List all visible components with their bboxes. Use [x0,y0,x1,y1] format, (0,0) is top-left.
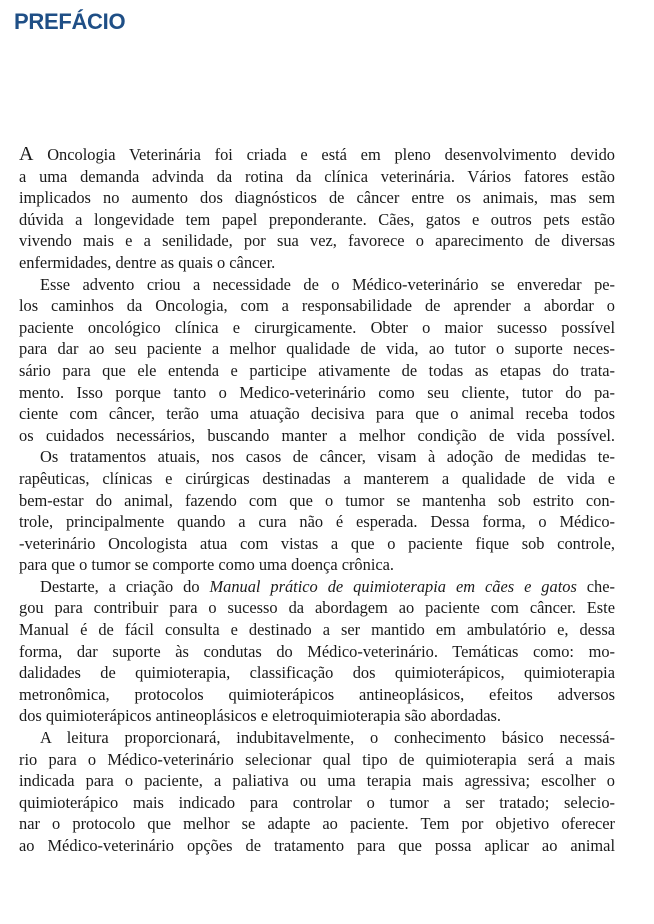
text-line: enfermidades, dentre as quais o câncer. [19,252,276,272]
text-line: quimioterápico mais indicado para controlar o tumor a ser tratado; selecio- [19,792,615,812]
text-line: indicada para o paciente, a paliativa ou uma terapia mais agressiva; escolher o [19,771,615,791]
text-line: a uma demanda advinda da rotina da clínica veterinária. Vários fatores estão [19,166,615,186]
text-line [19,144,615,166]
text-segment: Destarte, a criação do [40,576,210,596]
text-segment: che- [576,576,615,596]
text-line: los caminhos da Oncologia, com a responsabilidade de aprender a abordar o [19,296,615,316]
preface-body [19,144,615,857]
text-line: ciente com câncer, terão uma atuação decisiva para que o animal receba todos [19,404,615,424]
text-line: trole, principalmente quando a cura não é esperada. Dessa forma, o Médico- [19,512,615,532]
text-line: gou para contribuir para o sucesso da abordagem ao paciente com câncer. Este [19,598,615,618]
text-line: sário para que ele entenda e participe ativamente de todas as etapas do trata- [19,360,615,380]
text-line: bem-estar do animal, fazendo com que o tumor se mantenha sob estrito con- [19,490,615,510]
text-line: A leitura proporcionará, indubitavelmente, o conhecimento básico necessá- [40,728,615,748]
text-line: forma, dar suporte às condutas do Médico-veterinário. Temáticas como: mo- [19,641,615,661]
paragraph-3 [19,446,615,576]
text-line: Esse advento criou a necessidade de o Médico-veterinário se enveredar pe- [40,274,615,294]
text-line: rio para o Médico-veterinário selecionar qual tipo de quimioterapia será a mais [19,749,615,769]
text-line: mento. Isso porque tanto o Medico-veterinário como seu cliente, tutor do pa- [19,382,615,402]
text-line: rapêuticas, clínicas e cirúrgicas destinadas a manterem a qualidade de vida e [19,468,615,488]
paragraph-4 [19,576,615,727]
paragraph-1 [19,144,615,274]
page-title: PREFÁCIO [14,9,126,34]
book-title: Manual prático de quimioterapia em cães e gatos [209,576,577,596]
text-line: nar o protocolo que melhor se adapte ao paciente. Tem por objetivo oferecer [19,814,615,834]
text-line: dalidades de quimioterapia, classificação dos quimioterápicos, quimioterapia [19,663,615,683]
text-line: implicados no aumento dos diagnósticos de câncer entre os animais, mas sem [19,188,615,208]
text-line: -veterinário Oncologista atua com vistas a que o paciente fique sob controle, [19,533,615,553]
text-line: dúvida a longevidade tem papel preponderante. Cães, gatos e outros pets estão [19,209,615,229]
initial-letter: A [19,143,34,165]
text-line: os cuidados necessários, buscando manter a melhor condição de vida possível. [19,425,615,445]
text-line [19,576,615,598]
text-line: para que o tumor se comporte como uma doença crônica. [19,555,395,575]
text-line-rest: Oncologia Veterinária foi criada e está em pleno desenvolvimento devido [33,145,615,164]
text-line: Os tratamentos atuais, nos casos de câncer, visam à adoção de medidas te- [40,447,615,467]
text-line: dos quimioterápicos antineoplásicos e eletroquimioterapia são abordadas. [19,706,502,726]
paragraph-5 [19,727,615,857]
text-line: metronômica, protocolos quimioterápicos antineoplásicos, efeitos adversos [19,684,615,704]
paragraph-2 [19,274,615,447]
text-line: paciente oncológico clínica e cirurgicamente. Obter o maior sucesso possível [19,317,615,337]
text-line: para dar ao seu paciente a melhor qualidade de vida, ao tutor o suporte neces- [19,339,615,359]
text-line: Manual é de fácil consulta e destinado a ser mantido em ambulatório e, dessa [19,620,615,640]
text-line: ao Médico-veterinário opções de tratamento para que possa aplicar ao animal [19,836,615,855]
text-line: vivendo mais e a senilidade, por sua vez, favorece o aparecimento de diversas [19,231,615,251]
